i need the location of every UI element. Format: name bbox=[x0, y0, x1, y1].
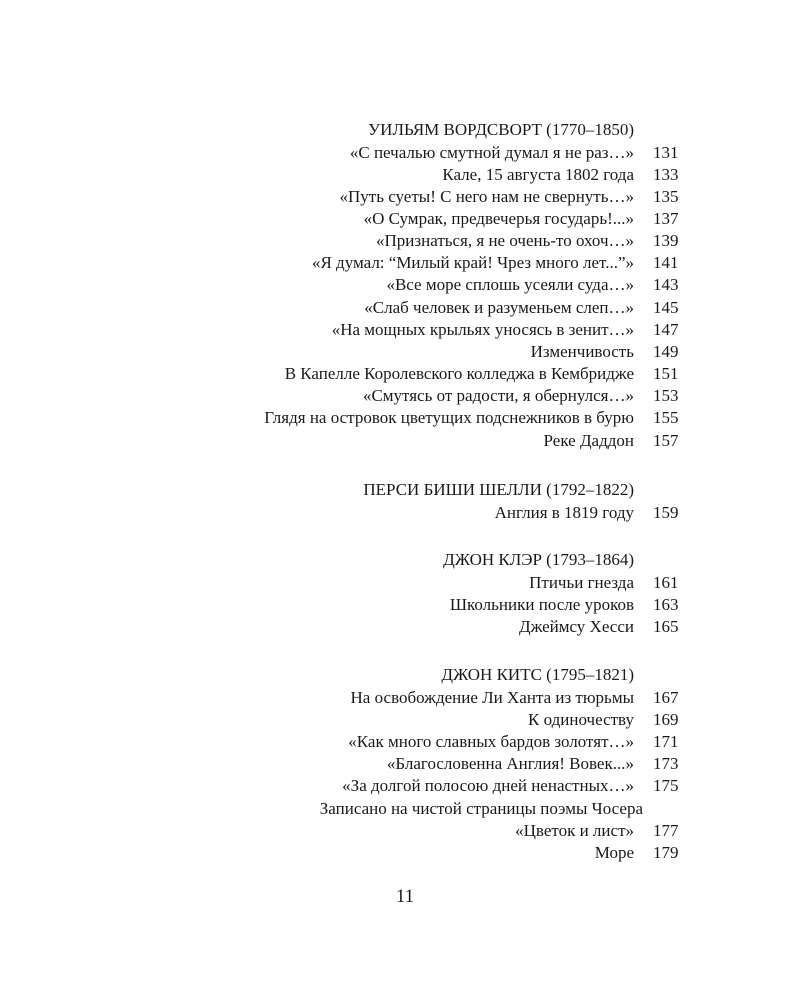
entry-title: «С печалью смутной думал я не раз…» bbox=[349, 143, 634, 162]
toc-entry bbox=[0, 687, 800, 709]
toc-entry bbox=[0, 709, 800, 731]
entry-page: 143 bbox=[653, 275, 679, 294]
entry-page: 179 bbox=[653, 843, 679, 862]
section-author-heading bbox=[0, 664, 800, 686]
toc-entry bbox=[0, 230, 800, 252]
toc-entry bbox=[0, 753, 800, 775]
entry-page: 145 bbox=[653, 298, 679, 317]
entry-title: Глядя на островок цветущих подснежников в бурю bbox=[264, 408, 634, 427]
entry-title: «Слаб человек и разуменьем слеп…» bbox=[364, 298, 634, 317]
toc-entry bbox=[0, 594, 800, 616]
toc-entry bbox=[0, 798, 800, 820]
section-author-heading bbox=[0, 549, 800, 571]
author-name: ПЕРСИ БИШИ ШЕЛЛИ (1792–1822) bbox=[363, 480, 634, 499]
toc-entry bbox=[0, 319, 800, 341]
entry-page: 131 bbox=[653, 143, 679, 162]
page-number: 11 bbox=[395, 886, 415, 907]
entry-title: «О Сумрак, предвечерья государь!...» bbox=[363, 209, 634, 228]
toc-entry bbox=[0, 274, 800, 296]
toc-entry bbox=[0, 341, 800, 363]
entry-page: 157 bbox=[653, 431, 679, 450]
toc-entry bbox=[0, 186, 800, 208]
entry-title: «На мощных крыльях уносясь в зенит…» bbox=[331, 320, 634, 339]
entry-title: «Смутясь от радости, я обернулся…» bbox=[362, 386, 634, 405]
entry-title: К одиночеству bbox=[528, 710, 634, 729]
toc-entry bbox=[0, 775, 800, 797]
entry-page: 173 bbox=[653, 754, 679, 773]
entry-page: 171 bbox=[653, 732, 679, 751]
toc-entry bbox=[0, 430, 800, 452]
author-name: ДЖОН КЛЭР (1793–1864) bbox=[443, 550, 634, 569]
entry-page: 159 bbox=[653, 503, 679, 522]
entry-page: 135 bbox=[653, 187, 679, 206]
entry-page: 161 bbox=[653, 573, 679, 592]
entry-title: «Как много славных бардов золотят…» bbox=[348, 732, 634, 751]
entry-page: 165 bbox=[653, 617, 679, 636]
entry-page: 155 bbox=[653, 408, 679, 427]
entry-title: Школьники после уроков bbox=[449, 595, 634, 614]
entry-title: Море bbox=[594, 843, 634, 862]
toc-entry bbox=[0, 820, 800, 842]
toc-entry bbox=[0, 142, 800, 164]
entry-title: «За долгой полосою дней ненастных…» bbox=[342, 776, 634, 795]
entry-title: Англия в 1819 году bbox=[494, 503, 634, 522]
toc-entry bbox=[0, 252, 800, 274]
entry-page: 139 bbox=[653, 231, 679, 250]
toc-entry bbox=[0, 208, 800, 230]
entry-page: 137 bbox=[653, 209, 679, 228]
toc-entry bbox=[0, 407, 800, 429]
entry-page: 163 bbox=[653, 595, 679, 614]
author-name: УИЛЬЯМ ВОРДСВОРТ (1770–1850) bbox=[368, 120, 634, 139]
entry-page: 141 bbox=[653, 253, 679, 272]
entry-title: Записано на чистой страницы поэмы Чосера bbox=[319, 799, 643, 818]
entry-page: 133 bbox=[653, 165, 679, 184]
entry-page: 153 bbox=[653, 386, 679, 405]
entry-page: 151 bbox=[653, 364, 679, 383]
toc-entry bbox=[0, 842, 800, 864]
toc-entry bbox=[0, 731, 800, 753]
section-author-heading bbox=[0, 479, 800, 501]
entry-page: 167 bbox=[653, 688, 679, 707]
section-author-heading bbox=[0, 119, 800, 141]
toc-entry bbox=[0, 164, 800, 186]
entry-title: «Все море сплошь усеяли суда…» bbox=[386, 275, 634, 294]
entry-title: «Путь суеты! С него нам не свернуть…» bbox=[339, 187, 634, 206]
entry-page: 147 bbox=[653, 320, 679, 339]
entry-title: Реке Даддон bbox=[543, 431, 634, 450]
entry-page: 149 bbox=[653, 342, 679, 361]
entry-title: На освобождение Ли Ханта из тюрьмы bbox=[350, 688, 634, 707]
toc-entry bbox=[0, 572, 800, 594]
toc-entry bbox=[0, 385, 800, 407]
entry-title: Джеймсу Хесси bbox=[518, 617, 634, 636]
entry-page: 169 bbox=[653, 710, 679, 729]
entry-title: Птичьи гнезда bbox=[529, 573, 634, 592]
entry-title: «Цветок и лист» bbox=[515, 821, 634, 840]
entry-title: «Благословенна Англия! Вовек...» bbox=[386, 754, 634, 773]
entry-page: 175 bbox=[653, 776, 679, 795]
toc-entry bbox=[0, 502, 800, 524]
entry-page: 177 bbox=[653, 821, 679, 840]
entry-title: Изменчивость bbox=[530, 342, 634, 361]
toc-entry bbox=[0, 616, 800, 638]
toc-entry bbox=[0, 363, 800, 385]
entry-title: «Признаться, я не очень-то охоч…» bbox=[376, 231, 634, 250]
entry-title: Кале, 15 августа 1802 года bbox=[442, 165, 634, 184]
author-name: ДЖОН КИТС (1795–1821) bbox=[441, 665, 634, 684]
entry-title: «Я думал: “Милый край! Чрез много лет...”» bbox=[311, 253, 634, 272]
entry-title: В Капелле Королевского колледжа в Кембридже bbox=[284, 364, 634, 383]
toc-entry bbox=[0, 297, 800, 319]
